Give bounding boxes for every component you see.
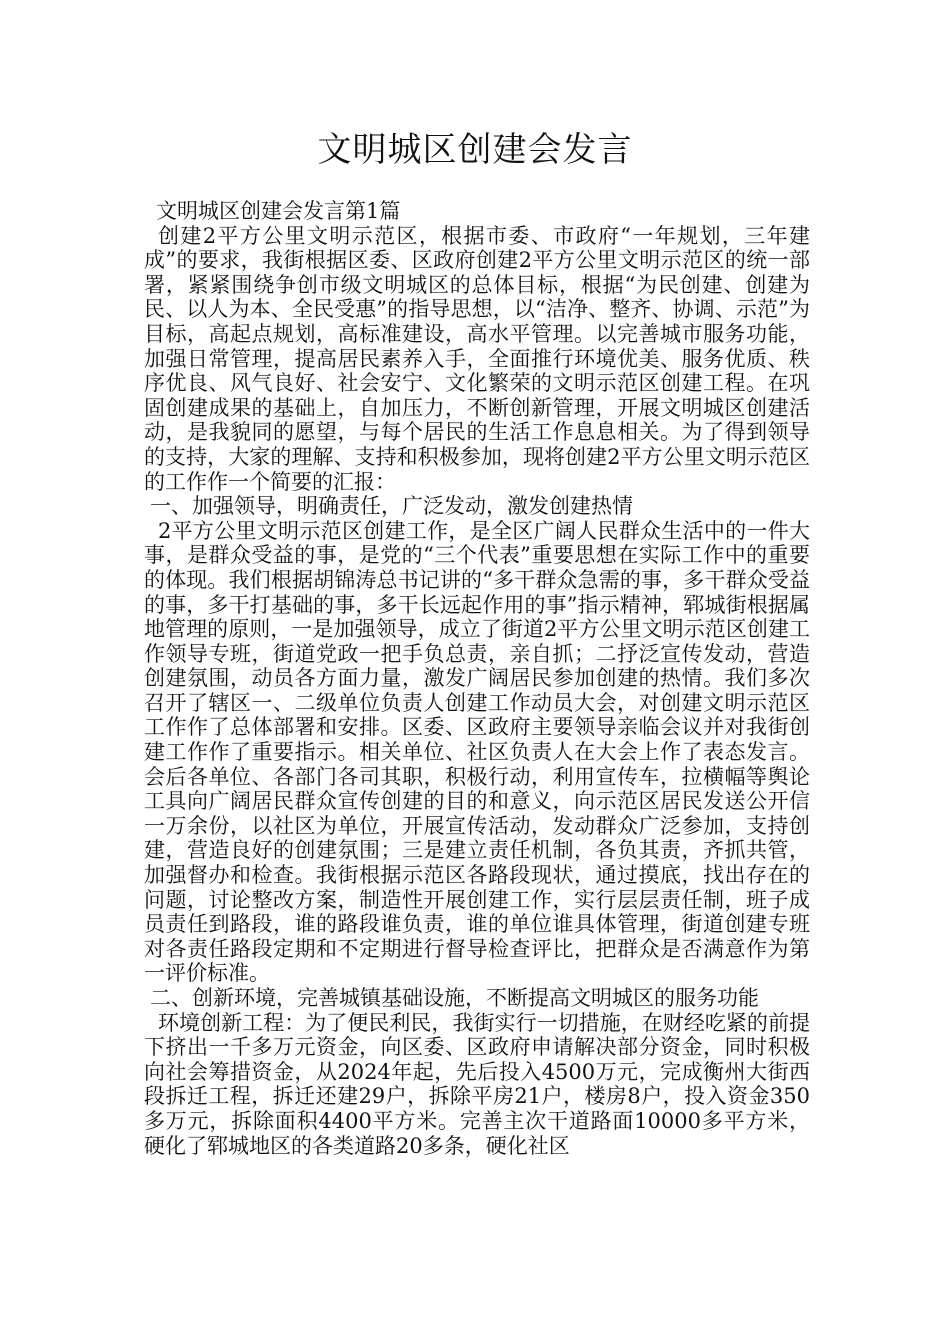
section-heading-1: 一、加强领导，明确责任，广泛发动，激发创建热情 [150, 494, 633, 519]
section-heading-2: 二、创新环境，完善城镇基础设施，不断提高文明城区的服务功能 [150, 986, 759, 1010]
document-body [144, 199, 810, 1158]
paragraph-intro: 创建2平方公里文明示范区，根据市委、市政府“一年规划，三年建成”的要求，我街根据区委、区政府创建2平方公里文明示范区的统一部署，紧紧围绕争创市级文明城区的总体目标，根据“为民创建、创建为民、以人为本、全民受惠”的指导思想，以“洁净、整齐、协调、示范”为目标，高起点规划，高标准建设，高水平管理。以完善城市服务功能，加强日常管理，提高居民素养入手，全面推行环境优美、服务优质、秩序优良、风气良好、社会安宁、文化繁荣的文明示范区创建工程。在巩固创建成果的基础上，自加压力，不断创新管理，开展文明城区创建活动，是我貌同的愿望，与每个居民的生活工作息息相关。为了得到领导的支持，大家的理解、支持和积极参加，现将创建2平方公里文明示范区的工作作一个简要的汇报： [144, 223, 810, 494]
paragraph-section-2: 环境创新工程：为了便民利民，我街实行一切措施，在财经吃紧的前提下挤出一千多万元资金，向区委、区政府申请解决部分资金，同时积极向社会筹措资金，从2024年起，先后投入4500万元，完成衡州大街西段拆迁工程，拆迁还建29户，拆除平房21户，楼房8户，投入资金350多万元，拆除面积4400平方米。完善主次干道路面10000多平方米，硬化了郓城地区的各类道路20多条，硬化社区 [144, 1010, 810, 1158]
document-subtitle: 文明城区创建会发言第1篇 [156, 199, 401, 223]
paragraph-section-1: 2平方公里文明示范区创建工作，是全区广阔人民群众生活中的一件大事，是群众受益的事，是党的“三个代表”重要思想在实际工作中的重要的体现。我们根据胡锦涛总书记讲的“多干群众急需的事，多干群众受益的事，多干打基础的事，多干长远起作用的事”指示精神，郓城街根据属地管理的原则，一是加强领导，成立了街道2平方公里文明示范区创建工作领导专班，街道党政一把手负总责，亲自抓；二抒泛宣传发动，营造创建氛围，动员各方面力量，激发广阔居民参加创建的热情。我们多次召开了辖区一、二级单位负责人创建工作动员大会，对创建文明示范区工作作了总体部署和安排。区委、区政府主要领导亲临会议并对我街创建工作作了重要指示。相关单位、社区负责人在大会上作了表态发言。会后各单位、各部门各司其职，积极行动，利用宣传车，拉横幅等舆论工具向广阔居民群众宣传创建的目的和意义，向示范区居民发送公开信一万余份，以社区为单位，开展宣传活动，发动群众广泛参加，支持创建，营造良好的创建氛围；三是建立责任机制，各负其责，齐抓共管，加强督办和检查。我街根据示范区各路段现状，通过摸底，找出存在的问题，讨论整改方案，制造性开展创建工作，实行层层责任制，班子成员责任到路段，谁的路段谁负责，谁的单位谁具体管理，街道创建专班对各责任路段定期和不定期进行督导检查评比，把群众是否满意作为第一评价标准。 [144, 518, 810, 986]
document-title: 文明城区创建会发言 [317, 130, 633, 170]
